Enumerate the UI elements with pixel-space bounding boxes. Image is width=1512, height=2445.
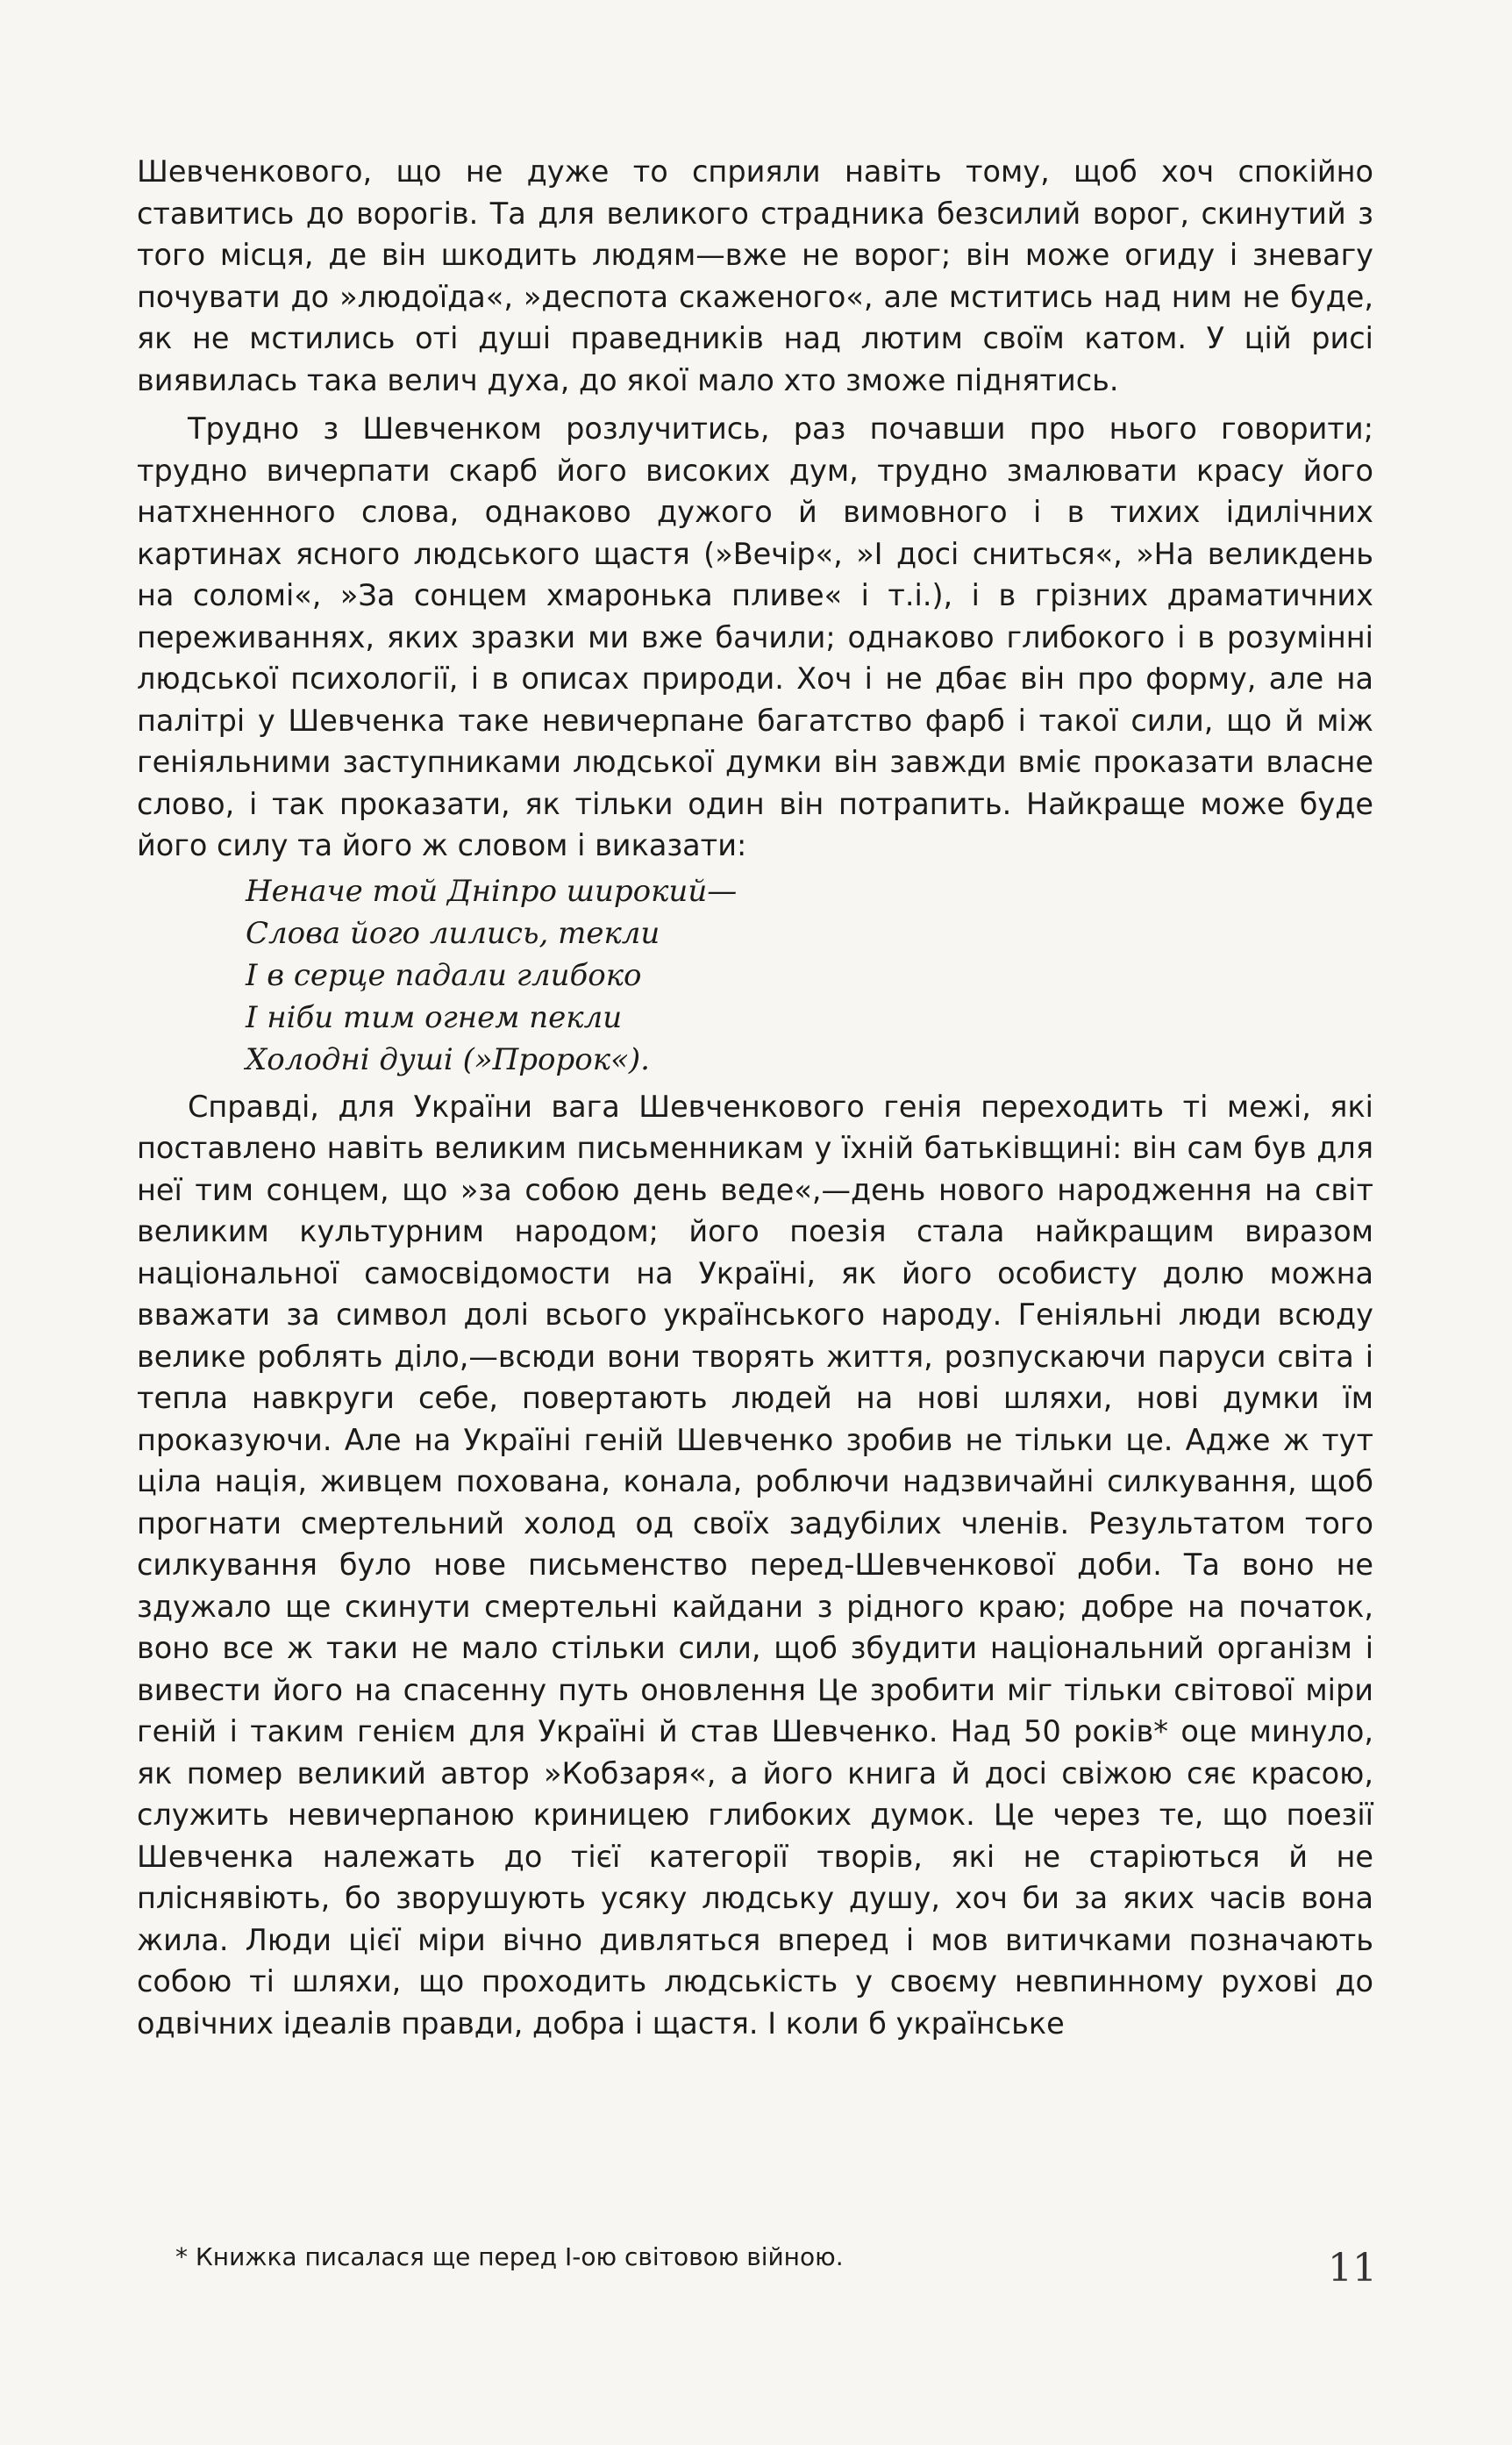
poem-quote <box>246 870 1373 1081</box>
paragraph-ukraine-genius: Справді, для України вага Шевченкового генія переходить ті межі, які поставлено навіть великим письменникам у їхній батьківщині: він сам був для неї тим сонцем, що »за собою день веде«,—день нового народження на світ великим культурним народом; його поезія стала найкращим виразом національної самосвідомости на Україні, як його особисту долю можна вважати за символ долі всього українського народу. Геніяльні люди всюду велике роблять діло,—всюди вони творять життя, розпускаючи паруси світа і тепла навкруги себе, повертають людей на нові шляхи, нові думки їм проказуючи. Але на Україні геній Шевченко зробив не тільки це. Адже ж тут ціла нація, живцем похована, конала, роблючи надзвичайні силкування, щоб прогнати смертельний холод од своїх задубілих членів. Результатом того силкування було нове письменство перед-Шевченкової доби. Та воно не здужало ще скинути смертельні кайдани з рідного краю; добре на початок, воно все ж таки не мало стільки сили, щоб збудити національний організм і вивести його на спасенну путь оновлення Це зробити міг тільки світової міри геній і таким генієм для Україні й став Шевченко. Над 50 років* оце минуло, як помер великий автор »Кобзаря«, а його книга й досі свіжою сяє красою, служить невичерпаною криницею глибоких думок. Це через те, що поезії Шевченка належать до тієї категорії творів, які не старіються й не пліснявіють, бо зворушують усяку людську душу, хоч би за яких часів вона жила. Люди цієї міри вічно дивляться вперед і мов витичками позначають собою ті шляхи, що проходить людськість у своєму невпинному рухові до одвічних ідеалів правди, добра і щастя. І коли б українське <box>137 1089 1373 2041</box>
page-number: 11 <box>1328 2246 1377 2291</box>
footnote: * Книжка писалася ще перед І-ою світовою війною. <box>175 2242 844 2271</box>
paragraph-shevchenko-parting: Трудно з Шевченком розлучитись, раз почавши про нього говорити; трудно вичерпати скарб його високих дум, трудно змалювати красу його натхненного слова, однаково дужого й вимовного і в тихих ідилічних картинах ясного людського щастя (»Вечір«, »І досі сниться«, »На великдень на соломі«, »За сонцем хмаронька пливе« і т.і.), і в грізних драматичних переживаннях, яких зразки ми вже бачили; однаково глибокого і в розумінні людської психології, і в описах природи. Хоч і не дбає він про форму, але на палітрі у Шевченка таке невичерпане багатство фарб і такої сили, що й між геніяльними заступниками людської думки він завжди вміє проказати власне слово, і так проказати, як тільки один він потрапить. Найкраще може буде його силу та його ж словом і виказати: <box>137 411 1373 862</box>
poem-line-1: Неначе той Дніпро широкий— <box>246 873 738 909</box>
page-body <box>137 151 1373 2044</box>
paragraph-continuation: Шевченкового, що не дуже то сприяли навіть тому, щоб хоч спокійно ставитись до ворогів. Та для великого страдника безсилий ворог, скинутий з того місця, де він шкодить людям—вже не ворог; він може огиду і зневагу почувати до »людоїда«, »деспота скаженого«, але мститись над ним не буде, як не мстились оті душі праведників над лютим своїм катом. У цій рисі виявилась така велич духа, до якої мало хто зможе піднятись. <box>137 154 1373 397</box>
poem-line-3: І в серце падали глибоко <box>246 957 642 993</box>
poem-line-2: Слова його лились, текли <box>246 915 660 951</box>
poem-line-4: І ніби тим огнем пекли <box>246 999 623 1035</box>
poem-line-5: Холодні душі (»Пророк«). <box>246 1041 650 1077</box>
